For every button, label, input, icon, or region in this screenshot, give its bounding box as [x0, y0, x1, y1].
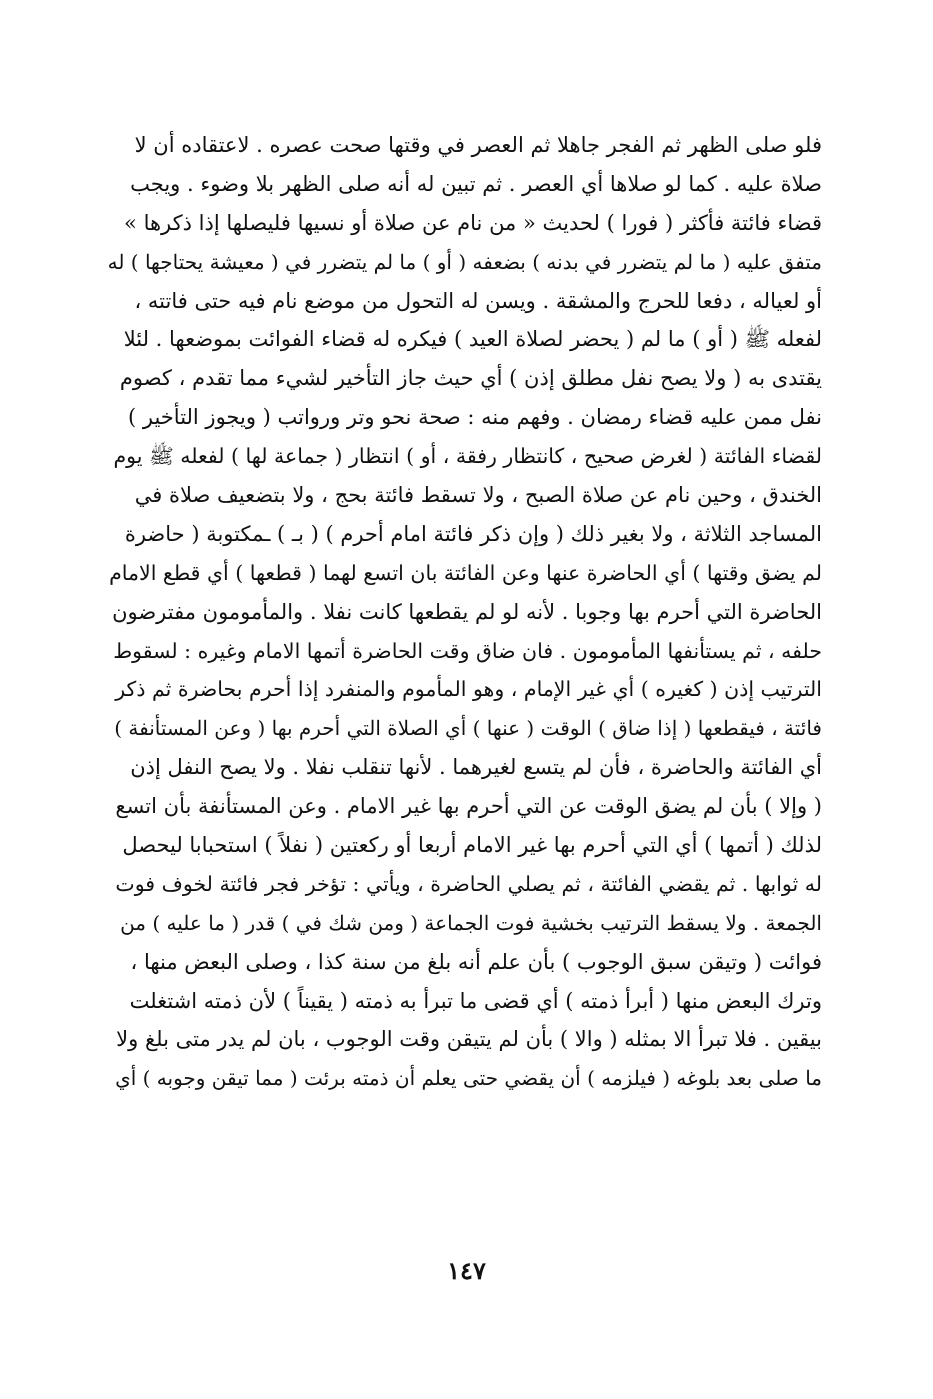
- body-text: [104, 126, 822, 1098]
- text-line: لفعله ﷺ ( أو ) ما لم ( يحضر لصلاة العيد ) فيكره له قضاء الفوائت بموضعها . لئلا: [123, 327, 822, 352]
- text-line: فلو صلى الظهر ثم الفجر جاهلا ثم العصر في وقتها صحت عصره . لاعتقاده أن لا: [134, 133, 822, 157]
- text-line: حلفه ، ثم يستأنفها المأمومون . فان ضاق وقت الحاضرة أتمها الامام وغيره : لسقوط: [113, 638, 822, 663]
- text-line: يقتدى به ( ولا يصح نفل مطلق إذن ) أي حيث جاز التأخير لشيء مما تقدم ، كصوم: [119, 366, 822, 391]
- text-line: نفل ممن عليه قضاء رمضان . وفهم منه : صحة نحو وتر ورواتب ( ويجوز التأخير ): [128, 405, 822, 430]
- text-line: وترك البعض منها ( أبرأ ذمته ) أي قضى ما تبرأ به ذمته ( يقيناً ) لأن ذمته اشتغلت: [129, 988, 822, 1013]
- text-line: الجمعة . ولا يسقط الترتيب بخشية فوت الجماعة ( ومن شك في ) قدر ( ما عليه ) من: [120, 910, 822, 935]
- text-line: فوائت ( وتيقن سبق الوجوب ) بأن علم أنه بلغ من سنة كذا ، وصلى البعض منها ،: [130, 949, 822, 974]
- text-line: متفق عليه ( ما لم يتضرر في بدنه ) بضعفه ( أو ) ما لم يتضرر في ( معيشة يحتاجها ) له: [107, 249, 822, 274]
- text-line: له ثوابها . ثم يقضي الفائتة ، ثم يصلي الحاضرة ، ويأتي : تؤخر فجر فائتة لخوف فوت: [115, 871, 822, 896]
- text-line: صلاة عليه . كما لو صلاها أي العصر . ثم تبين له أنه صلى الظهر بلا وضوء . ويجب: [130, 171, 822, 196]
- text-line: لقضاء الفائتة ( لغرض صحيح ، كانتظار رفقة ، أو ) انتظار ( جماعة لها ) لفعله ﷺ يوم: [113, 444, 822, 469]
- text-line: الحاضرة التي أحرم بها وجوبا . لأنه لو لم يقطعها كانت نفلا . والمأمومون مفترضون: [112, 599, 822, 624]
- text-line: بيقين . فلا تبرأ الا بمثله ( والا ) بأن لم يتيقن وقت الوجوب ، بان لم يدر متى بلغ ولا: [116, 1027, 822, 1052]
- text-line: الترتيب إذن ( كغيره ) أي غير الإمام ، وهو المأموم والمنفرد إذا أحرم بحاضرة ثم ذكر: [115, 677, 822, 702]
- text-line: ( وإلا ) بأن لم يضق الوقت عن التي أحرم بها غير الامام . وعن المستأنفة بأن اتسع: [115, 794, 822, 819]
- text-line: أو لعياله ، دفعا للحرج والمشقة . ويسن له التحول من موضع نام فيه حتى فاتته ،: [134, 288, 822, 313]
- text-line: المساجد الثلاثة ، ولا بغير ذلك ( وإن ذكر فائتة امام أحرم ) ( بـ ) ـمكتوبة ( حاضرة: [124, 521, 822, 546]
- text-line: لم يضق وقتها ) أي الحاضرة عنها وعن الفائتة بان اتسع لهما ( قطعها ) أي قطع الامام: [109, 560, 822, 585]
- text-line: أي الفائتة والحاضرة ، فأن لم يتسع لغيرهما . لأنها تنقلب نفلا . ولا يصح النفل إذن: [130, 755, 822, 780]
- text-line: ما صلى بعد بلوغه ( فيلزمه ) أن يقضي حتى يعلم أن ذمته برئت ( مما تيقن وجوبه ) أي: [115, 1066, 822, 1091]
- text-line: فائتة ، فيقطعها ( إذا ضاق ) الوقت ( عنها ) أي الصلاة التي أحرم بها ( وعن المستأنفة ): [114, 716, 822, 741]
- page-number: ١٤٧: [447, 1256, 486, 1285]
- text-line: الخندق ، وحين نام عن صلاة الصبح ، ولا تسقط فائتة بحج ، ولا بتضعيف صلاة في: [134, 483, 822, 508]
- text-line: لذلك ( أتمها ) أي التي أحرم بها غير الامام أربعا أو ركعتين ( نفلاً ) استحبابا ليحصل: [122, 833, 822, 858]
- text-line: قضاء فائتة فأكثر ( فورا ) لحديث « من نام عن صلاة أو نسيها فليصلها إذا ذكرها »: [124, 210, 822, 235]
